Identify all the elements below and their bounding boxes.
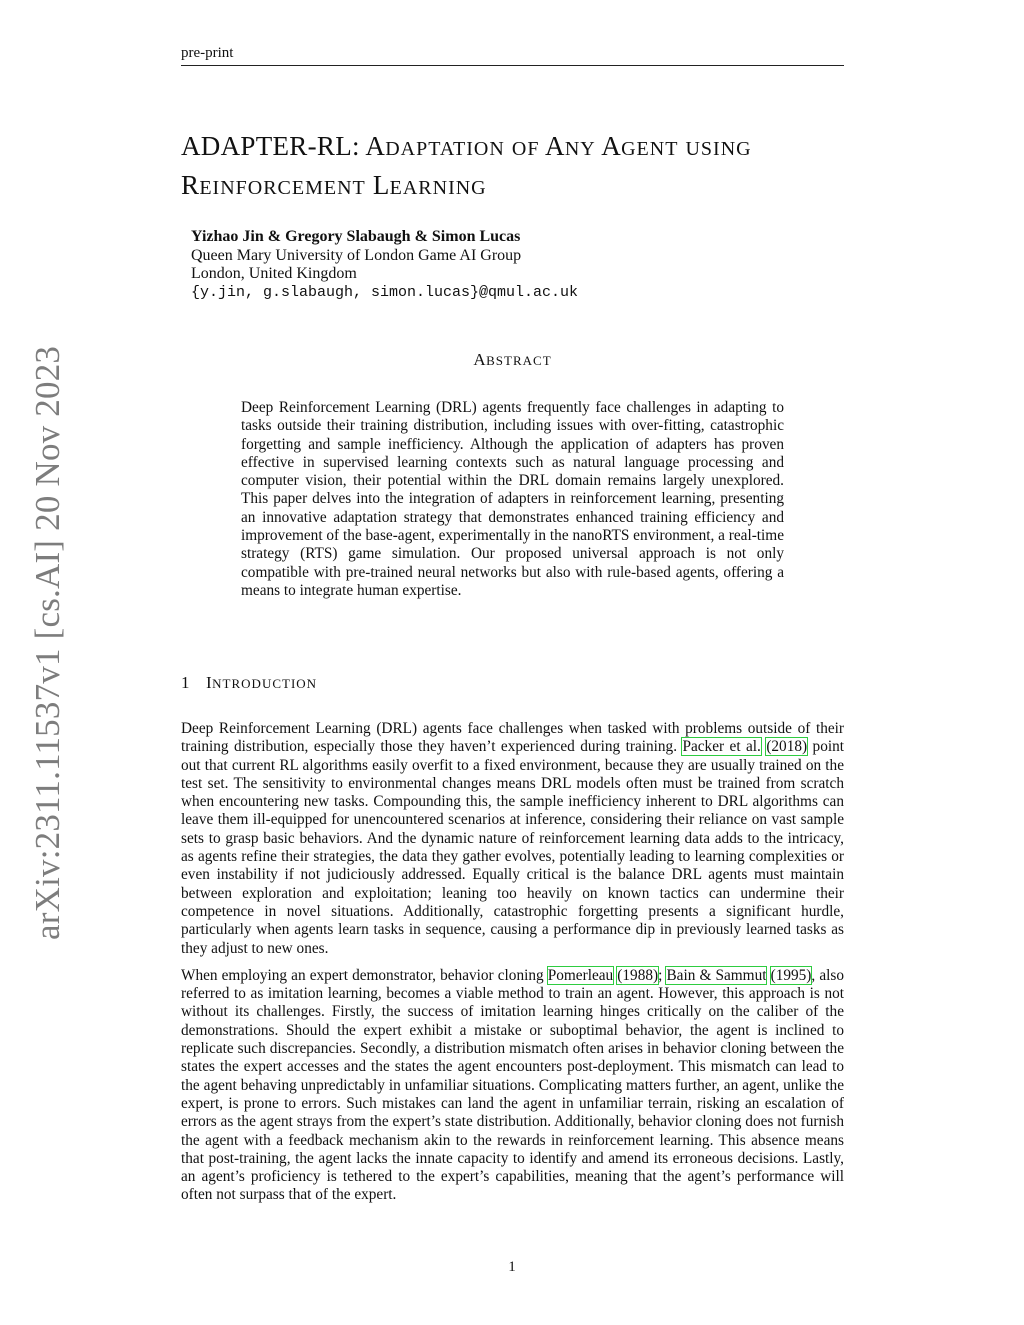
introduction-paragraph-1: Deep Reinforcement Learning (DRL) agents face challenges when tasked with problems outside of their training distribution, especially those they haven’t experienced during training. Packer et al. (2018) point out that current RL algorithms easily overfit to a fixed environment, because they are usually trained on the test set. The sensitivity to environmental changes means DRL models often must be trained from scratch when encountering new tasks. Compounding this, the sample inefficiency inherent to DRL algorithms can leave them ill-equipped for unencountered scenarios at inference, considering their reliance on vast sample sets to grasp basic behaviors. And the dynamic nature of reinforcement learning data adds to the intricacy, as agents refine their strategies, the data they gather evolves, potentially leading to learning complexities or even instability if not judiciously addressed. Equally critical is the balance DRL agents must maintain between exploration and exploitation; leaning too heavily on known tactics can undermine their competence in novel situations. Additionally, catastrophic forgetting presents a significant hurdle, particularly when agents learn tasks in sequence, causing a performance dip in previously learned tasks as they adjust to new ones. (181, 720, 844, 957)
abstract-heading: ABSTRACT (473, 350, 552, 369)
citation-link-bain-sammut-year[interactable]: (1995) (770, 966, 812, 984)
author-affiliation: Queen Mary University of London Game AI Group (191, 246, 522, 264)
author-location: London, United Kingdom (191, 265, 357, 282)
author-block (191, 228, 578, 302)
citation-link-packer-year[interactable]: (2018) (766, 738, 808, 756)
citation-link-pomerleau-year[interactable]: (1988) (617, 966, 659, 984)
abstract-text: Deep Reinforcement Learning (DRL) agents frequently face challenges in adapting to tasks outside their training distribution, including issues with over-fitting, catastrophic forgetting and sample inefficiency. Although the application of adapters has proven effective in supervised learning contexts such as natural language processing and computer vision, their potential within the DRL domain remains largely unexplored. This paper delves into the integration of adapters in reinforcement learning, presenting an innovative adaptation strategy that demonstrates enhanced training efficiency and improvement of the base-agent, experimentally in the nanoRTS environment, a real-time strategy (RTS) game simulation. Our proposed universal approach is not only compatible with pre-trained neural networks but also with rule-based agents, offering a means to integrate human expertise. (241, 399, 784, 599)
paper-title: ADAPTER-RL: ADAPTATION OF ANY AGENT USING REINFORCEMENT LEARNING (181, 131, 752, 200)
author-emails: {y.jin, g.slabaugh, simon.lucas}@qmul.ac.uk (191, 283, 579, 301)
introduction-body (181, 720, 844, 1214)
header-divider (181, 65, 844, 66)
citation-link-pomerleau[interactable]: Pomerleau (547, 966, 614, 984)
running-header: pre-print (181, 45, 234, 61)
citation-link-bain-sammut[interactable]: Bain & Sammut (666, 966, 767, 984)
introduction-paragraph-2: When employing an expert demonstrator, behavior cloning Pomerleau (1988); Bain & Sammut (1995), also referred to as imitation learning, becomes a viable method to train an agent. However, this approach is not without its challenges. Firstly, the success of imitation learning hinges critically on the caliber of the demonstrations. Should the expert exhibit a mistake or suboptimal behavior, the agent is inclined to replicate such discrepancies. Secondly, a distribution mismatch often arises in behavior cloning between the states the expert accesses and the states the agent encounters post-deployment. This mismatch can lead to the agent behaving unpredictably in unfamiliar situations. Complicating matters further, an agent, unlike the expert, is prone to errors. Such mistakes can land the agent in unfamiliar terrain, risking an escalation of errors as the agent strays from the expert’s state distribution. Additionally, behavior cloning does not furnish the agent with a feedback mechanism akin to the rewards in reinforcement learning. This absence means that post-training, the agent lacks the innate capacity to identify and amend its erroneous decisions. Lastly, an agent’s proficiency is tethered to the expert’s capabilities, meaning that the agent’s performance will often not surpass that of the expert. (181, 966, 844, 1204)
page-number: 1 (508, 1259, 516, 1275)
introduction-heading: 1 INTRODUCTION (181, 673, 318, 692)
citation-link-packer[interactable]: Packer et al. (682, 738, 761, 756)
author-names: Yizhao Jin & Gregory Slabaugh & Simon Lucas (191, 228, 521, 245)
arxiv-identifier-stamp: arXiv:2311.11537v1 [cs.AI] 20 Nov 2023 (28, 345, 67, 940)
